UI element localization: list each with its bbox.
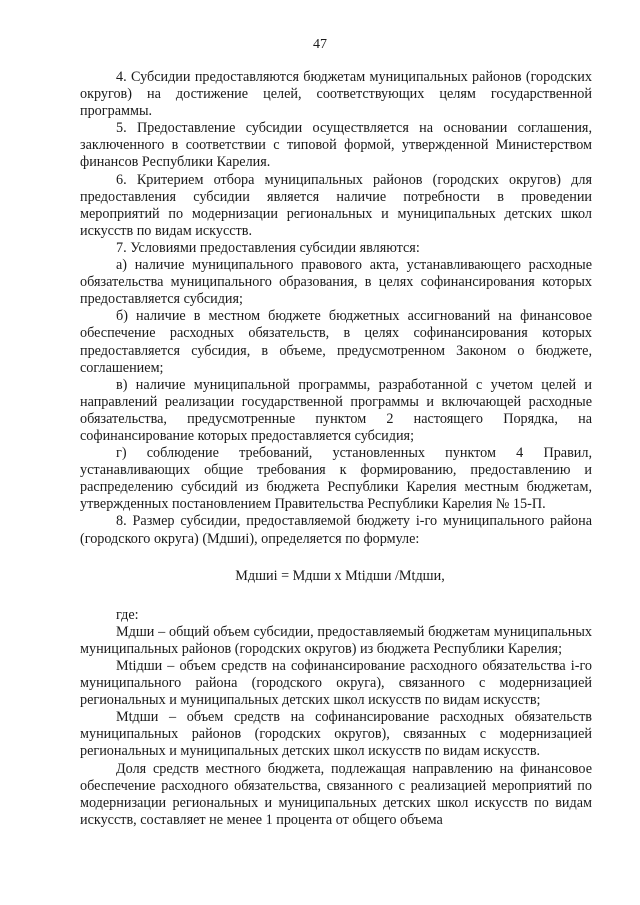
where-label: где: [116, 606, 139, 623]
paragraph-5: 5. Предоставление субсидии осуществляется на основании соглашения, заключенного в соответствии с типовой формой, утвержденной Министерством финансов Республики Карелия. [80, 120, 592, 171]
definition-all-districts-funds: Мtдши – объем средств на софинансирование расходных обязательств муниципальных районов (городских округов), связанных с модернизацией региональных и муниципальных детских школ искусств по видам искусств. [80, 709, 592, 760]
paragraph-7a: а) наличие муниципального правового акта, устанавливающего расходные обязательства муниципального образования, в целях софинансирования которых предоставляется субсидия; [80, 257, 592, 308]
paragraph-7v: в) наличие муниципальной программы, разработанной с учетом целей и направлений реализации государственной программы и включающей расходные обязательства, предусмотренные пунктом 2 настоящего Порядка, на софинансирование которых предоставляется субсидия; [80, 376, 592, 444]
document-body [80, 69, 592, 829]
paragraph-local-budget-share: Доля средств местного бюджета, подлежащая направлению на финансовое обеспечение расходного обязательства, связанного с реализацией мероприятий по модернизации региональных и муниципальных детских школ искусств по видам искусств, составляет не менее 1 процента от общего объема [80, 760, 592, 828]
paragraph-7g: г) соблюдение требований, установленных пунктом 4 Правил, устанавливающих общие требования к формированию, предоставлению и распределению субсидий из бюджета Республики Карелия местным бюджетам, утвержденных постановлением Правительства Республики Карелия № 15-П. [80, 445, 592, 513]
paragraph-8: 8. Размер субсидии, предоставляемой бюджету i-го муниципального района (городского округа) (Мдшиi), определяется по формуле: [80, 513, 592, 547]
page-number: 47 [313, 37, 327, 52]
paragraph-7b: б) наличие в местном бюджете бюджетных ассигнований на финансовое обеспечение расходных обязательств, в целях софинансирования которых предоставляется субсидия, в объеме, предусмотренном Законом о бюджете, соглашением; [80, 308, 592, 376]
formula: Мдшиi = Мдши х Мtiдши /Мtдши, [235, 567, 445, 584]
paragraph-4: 4. Субсидии предоставляются бюджетам муниципальных районов (городских округов) на достижение целей, соответствующих целям государственной программы. [80, 69, 592, 120]
definition-total-subsidy: Мдши – общий объем субсидии, предоставляемый бюджетам муниципальных муниципальных районов (городских округов) из бюджета Республики Карелия; [80, 623, 592, 657]
paragraph-6: 6. Критерием отбора муниципальных районов (городских округов) для предоставления субсидии является наличие потребности в проведении мероприятий по модернизации региональных и муниципальных детских школ искусств по видам искусств. [80, 171, 592, 239]
paragraph-7: 7. Условиями предоставления субсидии являются: [116, 239, 420, 256]
definition-i-district-funds: Мtiдши – объем средств на софинансирование расходного обязательства i-го муниципального района (городского округа), связанного с модернизацией региональных и муниципальных детских школ искусств по видам искусств; [80, 658, 592, 709]
